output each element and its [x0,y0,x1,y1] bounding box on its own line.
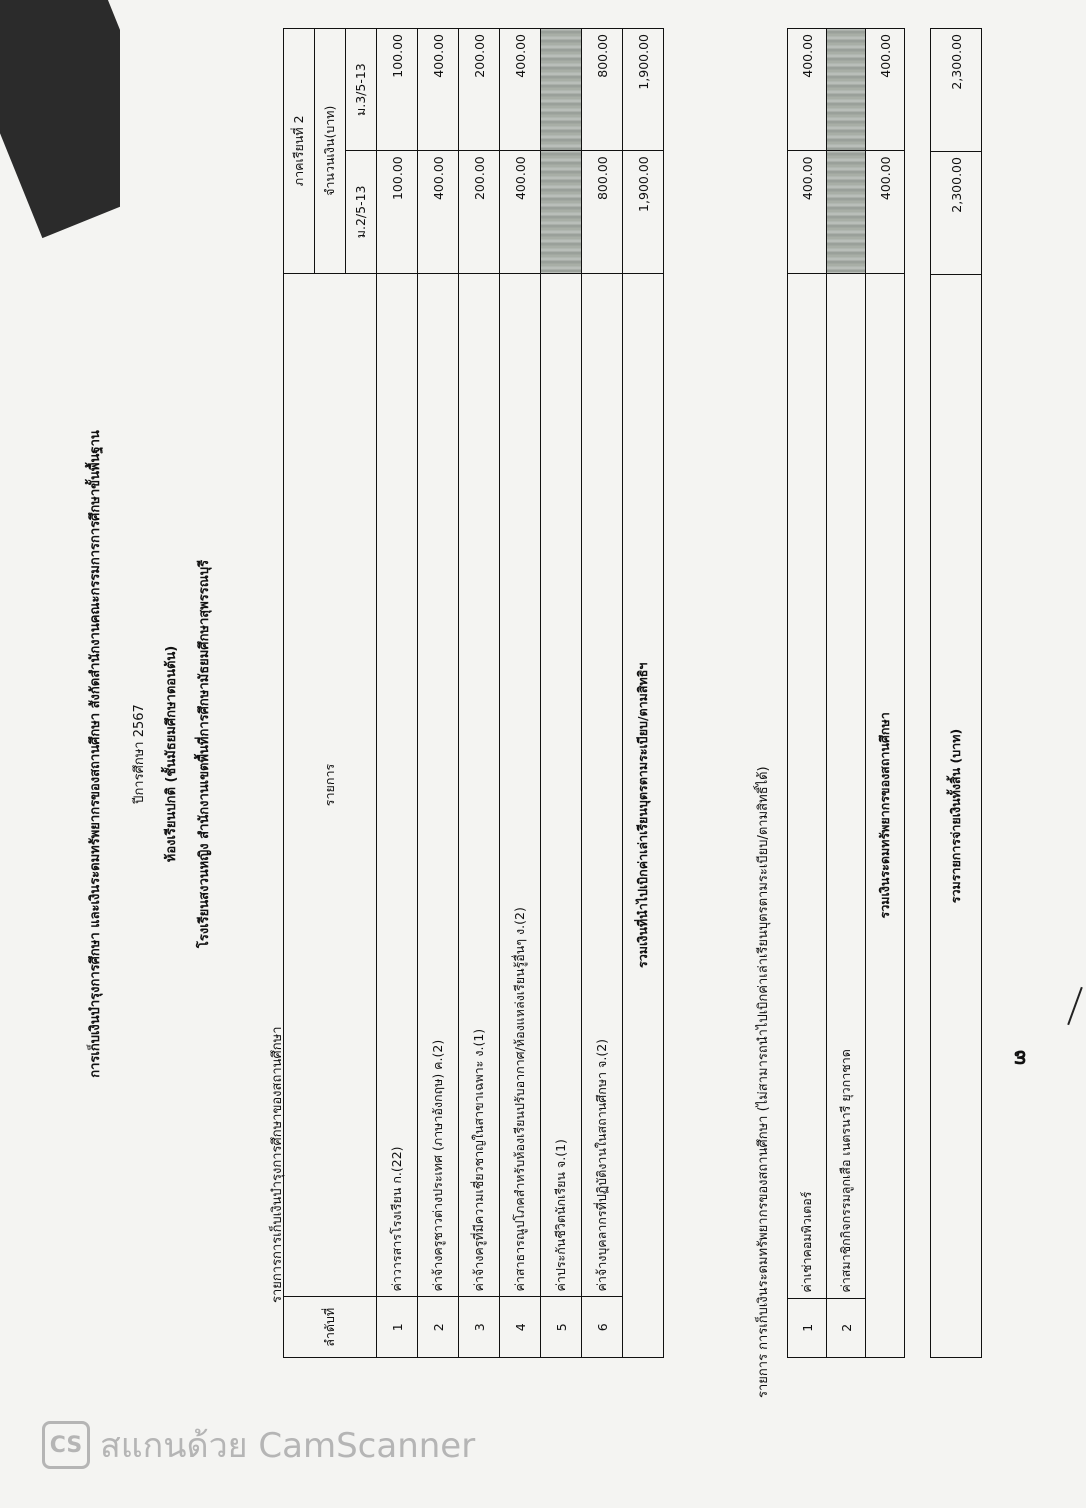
col-item-header: รายการ [284,273,377,1297]
grand-total-row [931,29,982,1358]
table-row: 4 ค่าสาธารณูปโภคสำหรับห้องเรียนปรับอากาศ/ห้องแหล่งเรียนรู้อื่นๆ ง.(2) 400.00 400.00 [500,29,541,1358]
shaded-cell [827,151,866,273]
section1-total-a: 1,900.00 [623,151,664,273]
camscanner-watermark [42,1418,475,1472]
camscanner-logo-icon: CS [42,1421,90,1469]
col-no-header: ลำดับที่ [284,1297,377,1358]
table-row: 2 ค่าสมาชิกกิจกรรมลูกเสือ เนตรนารี ยุวกาชาด [827,29,866,1358]
section2-total-label: รวมเงินระดมทรัพยากรของสถานศึกษา [866,273,905,1357]
shaded-cell [827,29,866,151]
col-grade-a: ม.2/5-13 [346,151,377,273]
col-grade-b: ม.3/5-13 [346,29,377,151]
class-type: ห้องเรียนปกติ (ชั้นมัธยมศึกษาตอนต้น) [164,645,179,863]
shaded-cell [541,29,582,151]
table-row: 1 ค่าวารสารโรงเรียน ก.(22) 100.00 100.00 [377,29,418,1358]
grand-total-b: 2,300.00 [931,29,982,152]
page-mark: ๓ [1009,1049,1035,1066]
table-row: 2 ค่าจ้างครูชาวต่างประเทศ (ภาษาอังกฤษ) ค.(2) 400.00 400.00 [418,29,459,1358]
section2-title: รายการ การเก็บเงินระดมทรัพยากรของสถานศึกษา (ไม่สามารถนำไปเบิกค่าเล่าเรียนบุตรตามระเบียบ/ตามสิทธิ์ได้) [756,766,771,1398]
grand-total-table [930,28,982,1358]
grand-total-a: 2,300.00 [931,152,982,275]
col-semester-header: ภาคเรียนที่ 2 [284,29,315,274]
grand-total-label: รวมรายการจ่ายเงินทั้งสิ้น (บาท) [931,275,982,1358]
resource-table [787,28,905,1358]
doc-title: การเก็บเงินบำรุงการศึกษา และเงินระดมทรัพยากรของสถานศึกษา สังกัดสำนักงานคณะกรรมการการศึกษาขั้นพื้นฐาน [88,430,103,1078]
watermark-text: สแกนด้วย CamScanner [100,1426,476,1466]
table-row: 1 ค่าเช่าคอมพิวเตอร์ 400.00 400.00 [788,29,827,1358]
section2-total-a: 400.00 [866,151,905,273]
total-row [866,29,905,1358]
col-amount-header: จำนวนเงิน(บาท) [315,29,346,274]
shaded-cell [541,151,582,273]
fee-table [283,28,664,1358]
section2-total-b: 400.00 [866,29,905,151]
academic-year: ปีการศึกษา 2567 [132,704,147,804]
school-name: โรงเรียนสงวนหญิง สำนักงานเขตพื้นที่การศึกษามัธยมศึกษาสุพรรณบุรี [197,559,212,949]
section1-title: รายการการเก็บเงินบำรุงการศึกษาของสถานศึกษา [270,1026,285,1303]
section1-total-label: รวมเงินที่นำไปเบิกค่าเล่าเรียนบุตรตามระเบียบ/ตามสิทธิฯ [623,273,664,1357]
table-row: 6 ค่าจ้างบุคลากรที่ปฏิบัติงานในสถานศึกษา จ.(2) 800.00 800.00 [582,29,623,1358]
table-row: 5 ค่าประกันชีวิตนักเรียน จ.(1) [541,29,582,1358]
section1-total-b: 1,900.00 [623,29,664,151]
table-row: 3 ค่าจ้างครูที่มีความเชี่ยวชาญในสาขาเฉพาะ ง.(1) 200.00 200.00 [459,29,500,1358]
total-row [623,29,664,1358]
